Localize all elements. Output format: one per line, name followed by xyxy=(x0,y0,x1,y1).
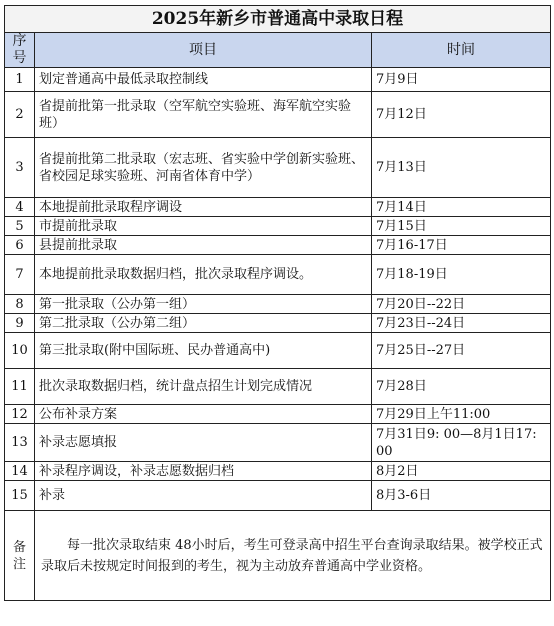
row-no: 1 xyxy=(5,68,35,92)
table-row xyxy=(5,405,551,424)
row-no: 4 xyxy=(5,198,35,217)
row-no: 13 xyxy=(5,424,35,462)
row-item: 县提前批录取 xyxy=(35,236,372,255)
row-time: 7月28日 xyxy=(372,369,551,405)
row-item: 补录程序调设，补录志愿数据归档 xyxy=(35,462,372,481)
row-time: 7月16-17日 xyxy=(372,236,551,255)
note-label: 备注 xyxy=(5,511,35,601)
note-row xyxy=(5,511,551,601)
table-row xyxy=(5,198,551,217)
table-row xyxy=(5,424,551,462)
row-no: 15 xyxy=(5,481,35,511)
row-time: 7月15日 xyxy=(372,217,551,236)
row-item: 补录 xyxy=(35,481,372,511)
table-title: 2025年新乡市普通高中录取日程 xyxy=(5,6,551,33)
row-no: 7 xyxy=(5,255,35,295)
row-item: 划定普通高中最低录取控制线 xyxy=(35,68,372,92)
table-row xyxy=(5,314,551,333)
row-time: 7月18-19日 xyxy=(372,255,551,295)
row-no: 14 xyxy=(5,462,35,481)
row-time: 8月2日 xyxy=(372,462,551,481)
row-no: 2 xyxy=(5,92,35,138)
row-item: 第三批录取(附中国际班、民办普通高中) xyxy=(35,333,372,369)
table-row xyxy=(5,462,551,481)
row-no: 12 xyxy=(5,405,35,424)
title-row xyxy=(5,6,551,33)
row-item: 市提前批录取 xyxy=(35,217,372,236)
row-time: 7月25日--27日 xyxy=(372,333,551,369)
header-row xyxy=(5,33,551,68)
row-time: 7月20日--22日 xyxy=(372,295,551,314)
table-row xyxy=(5,255,551,295)
row-no: 5 xyxy=(5,217,35,236)
table-row xyxy=(5,138,551,198)
row-no: 3 xyxy=(5,138,35,198)
row-no: 9 xyxy=(5,314,35,333)
table-row xyxy=(5,92,551,138)
row-no: 8 xyxy=(5,295,35,314)
row-no: 6 xyxy=(5,236,35,255)
row-time: 7月29日上午11:00 xyxy=(372,405,551,424)
row-item: 补录志愿填报 xyxy=(35,424,372,462)
table-row xyxy=(5,68,551,92)
table-row xyxy=(5,295,551,314)
row-item: 第一批录取（公办第一组） xyxy=(35,295,372,314)
row-item: 省提前批第二批录取（宏志班、省实验中学创新实验班、省校园足球实验班、河南省体育中学） xyxy=(35,138,372,198)
row-time: 7月31日9: 00—8月1日17: 00 xyxy=(372,424,551,462)
admission-schedule-sheet xyxy=(4,5,550,601)
row-item: 批次录取数据归档，统计盘点招生计划完成情况 xyxy=(35,369,372,405)
row-item: 省提前批第一批录取（空军航空实验班、海军航空实验班） xyxy=(35,92,372,138)
table-row xyxy=(5,217,551,236)
row-no: 11 xyxy=(5,369,35,405)
header-no: 序号 xyxy=(5,33,35,68)
header-time: 时间 xyxy=(372,33,551,68)
row-no: 10 xyxy=(5,333,35,369)
row-item: 公布补录方案 xyxy=(35,405,372,424)
note-text: 每一批次录取结束 48小时后，考生可登录高中招生平台查询录取结果。被学校正式录取后未按规定时间报到的考生，视为主动放弃普通高中学业资格。 xyxy=(35,511,551,601)
header-item: 项目 xyxy=(35,33,372,68)
row-time: 7月23日--24日 xyxy=(372,314,551,333)
row-time: 7月14日 xyxy=(372,198,551,217)
table-row xyxy=(5,369,551,405)
schedule-table xyxy=(4,5,551,601)
table-row xyxy=(5,236,551,255)
row-item: 本地提前批录取程序调设 xyxy=(35,198,372,217)
row-time: 7月9日 xyxy=(372,68,551,92)
row-time: 8月3-6日 xyxy=(372,481,551,511)
row-time: 7月12日 xyxy=(372,92,551,138)
row-item: 第二批录取（公办第二组） xyxy=(35,314,372,333)
row-item: 本地提前批录取数据归档，批次录取程序调设。 xyxy=(35,255,372,295)
row-time: 7月13日 xyxy=(372,138,551,198)
table-row xyxy=(5,333,551,369)
table-row xyxy=(5,481,551,511)
